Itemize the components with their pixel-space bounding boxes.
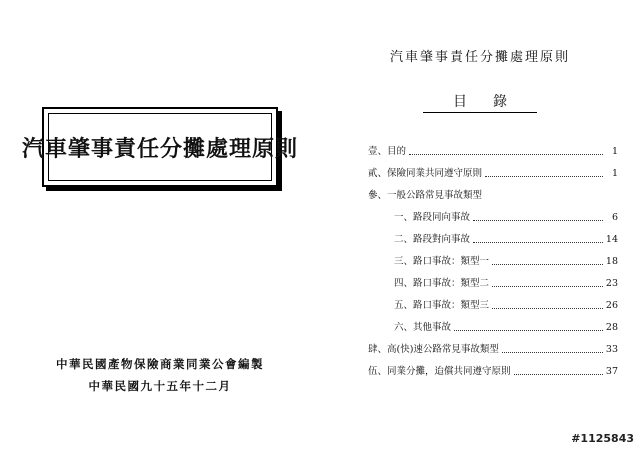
toc-entry-page: 33 xyxy=(605,344,618,355)
cover-title: 汽車肇事責任分攤處理原則 xyxy=(22,136,299,162)
toc-entry[interactable] xyxy=(394,319,618,333)
toc-entry-label: 六、其他事故 xyxy=(394,322,452,333)
toc-leader-dots xyxy=(473,220,603,221)
cover-title-box xyxy=(22,107,299,187)
toc-leader-dots xyxy=(454,330,603,331)
toc-entry[interactable] xyxy=(394,231,618,245)
toc-entry-label: 五、路口事故：類型三 xyxy=(394,300,490,311)
publication-date: 中華民國九十五年十二月 xyxy=(88,379,232,393)
toc-entry-label: 伍、同業分攤，迨償共同遵守原則 xyxy=(368,366,511,377)
toc-entry-label: 貳、保險同業共同遵守原則 xyxy=(368,168,483,179)
toc-entry[interactable] xyxy=(394,297,618,311)
toc-leader-dots xyxy=(514,374,603,375)
toc-heading-text: 目錄 xyxy=(423,91,537,113)
toc-entry[interactable] xyxy=(394,253,618,267)
toc-entry-label: 肆、高(快)速公路常見事故類型 xyxy=(368,344,499,355)
toc-entry-label: 二、路段對向事故 xyxy=(394,234,471,245)
toc-entry[interactable] xyxy=(368,143,618,157)
cover-title-inner-frame xyxy=(22,113,299,181)
toc-entry-page: 37 xyxy=(605,366,618,377)
toc-leader-dots xyxy=(492,264,603,265)
image-id-watermark: #1125843 xyxy=(571,432,634,445)
toc-entry-page: 28 xyxy=(605,322,618,333)
toc-entry-label: 四、路口事故：類型二 xyxy=(394,278,490,289)
toc-entry-page: 23 xyxy=(605,278,618,289)
toc-entry[interactable] xyxy=(368,165,618,179)
toc-entry[interactable] xyxy=(394,275,618,289)
toc-leader-dots xyxy=(492,286,603,287)
toc-entry-page: 1 xyxy=(611,146,618,157)
contents-page-title: 汽車肇事責任分攤處理原則 xyxy=(389,50,570,65)
toc-leader-dots xyxy=(473,242,603,243)
toc-heading xyxy=(320,91,640,113)
toc-entry[interactable] xyxy=(368,363,618,377)
toc-entry-label: 三、路口事故：類型一 xyxy=(394,256,490,267)
toc-leader-dots xyxy=(409,154,603,155)
toc-entry-label: 一、路段同向事故 xyxy=(394,212,471,223)
toc-section-heading[interactable] xyxy=(368,187,482,201)
contents-page xyxy=(320,0,640,452)
toc-entry-label: 參、一般公路常見事故類型 xyxy=(368,190,483,201)
toc-leader-dots xyxy=(485,176,603,177)
toc-entry-page: 18 xyxy=(605,256,618,267)
toc-entry-page: 6 xyxy=(611,212,618,223)
toc-entry[interactable] xyxy=(368,341,618,355)
toc-leader-dots xyxy=(492,308,603,309)
toc-entry-page: 26 xyxy=(605,300,618,311)
publisher: 中華民國產物保險商業同業公會編製 xyxy=(56,357,264,371)
toc-entry-page: 14 xyxy=(605,234,618,245)
toc-entry-page: 1 xyxy=(611,168,618,179)
toc-leader-dots xyxy=(502,352,603,353)
toc-entry[interactable] xyxy=(394,209,618,223)
toc-entry-label: 壹、目的 xyxy=(368,146,407,157)
